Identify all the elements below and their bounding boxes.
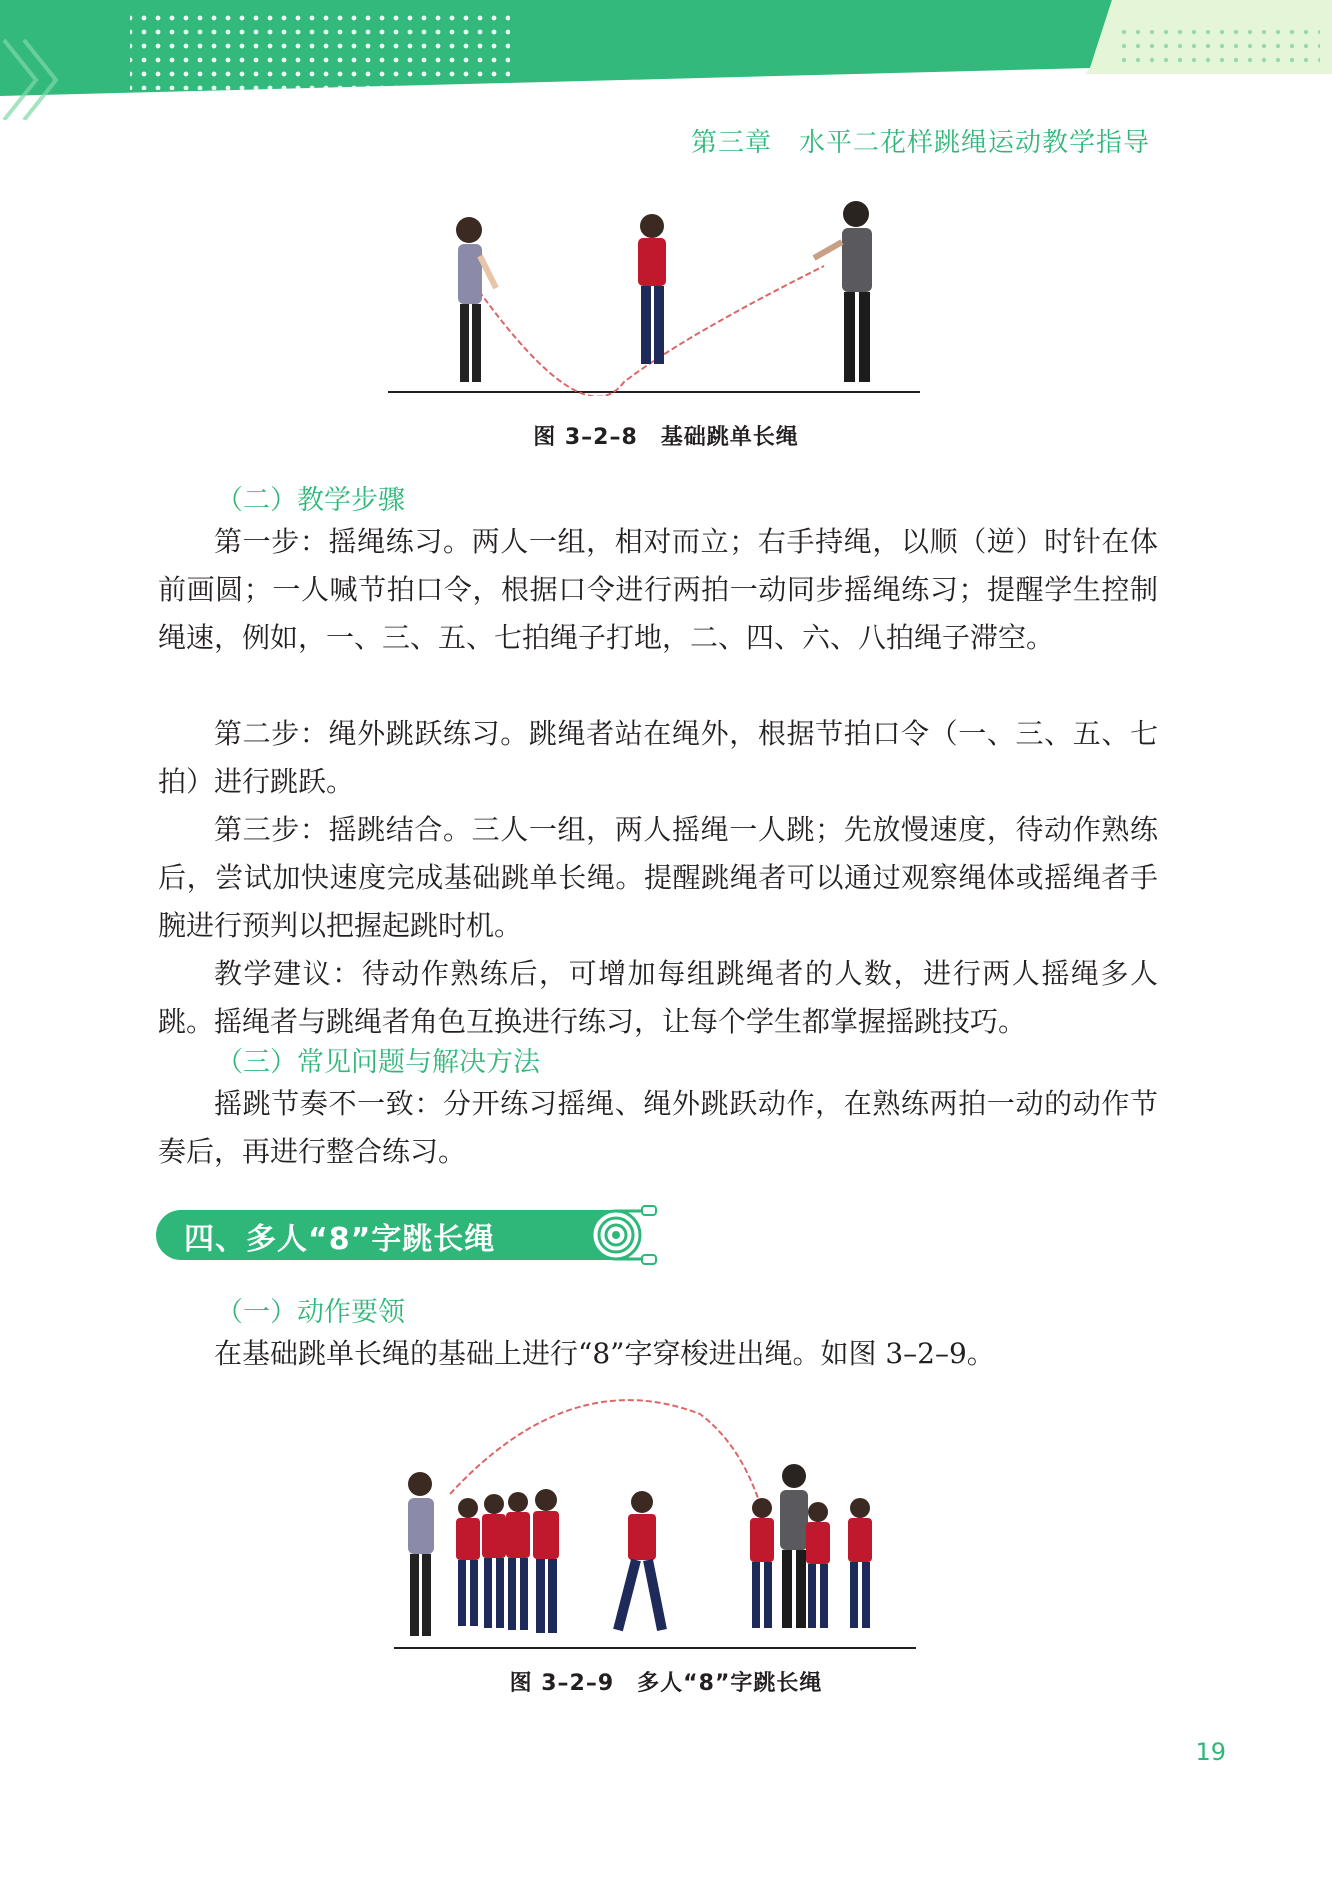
jump-rope-icon [586, 1204, 666, 1266]
rope-turner-right-group [750, 1464, 872, 1628]
rope-turner-left [408, 1472, 434, 1636]
page-number: 19 [1195, 1738, 1226, 1766]
section4-title: 四、多人“8”字跳长绳 [184, 1222, 496, 1257]
header-banner [0, 0, 1332, 120]
section3-paragraph-1: 摇跳节奏不一致：分开练习摇绳、绳外跳跃动作，在熟练两拍一动的动作节奏后，再进行整合练习。 [158, 1087, 1158, 1168]
jumper-child [638, 214, 666, 364]
chapter-title: 第三章 水平二花样跳绳运动教学指导 [690, 128, 1150, 158]
rope-turner-left [456, 217, 496, 382]
section2-paragraph-4: 教学建议：待动作熟练后，可增加每组跳绳者的人数，进行两人摇绳多人跳。摇绳者与跳绳者角色互换进行练习，让每个学生都掌握摇跳技巧。 [158, 957, 1158, 1038]
rope-turner-right [814, 201, 872, 382]
figure-eight-rope-photo [390, 1384, 920, 1654]
figure1-caption: 图 3–2–8 基础跳单长绳 [533, 425, 799, 450]
section4-sub-heading: （一）动作要领 [216, 1297, 405, 1328]
figure-basic-long-rope-photo [384, 196, 924, 396]
section4-title-bar [156, 1204, 666, 1266]
section2-heading: （二）教学步骤 [216, 485, 405, 516]
section2-paragraph-3: 第三步：摇跳结合。三人一组，两人摇绳一人跳；先放慢速度，待动作熟练后，尝试加快速度完成基础跳单长绳。提醒跳绳者可以通过观察绳体或摇绳者手腕进行预判以把握起跳时机。 [158, 813, 1158, 942]
jumper-child [618, 1491, 662, 1630]
children-queue [456, 1489, 559, 1633]
figure2-caption: 图 3–2–9 多人“8”字跳长绳 [509, 1671, 823, 1696]
section4-paragraph: 在基础跳单长绳的基础上进行“8”字穿梭进出绳。如图 3–2–9。 [214, 1337, 995, 1370]
section3-heading: （三）常见问题与解决方法 [216, 1047, 540, 1078]
section2-paragraph-1: 第一步：摇绳练习。两人一组，相对而立；右手持绳，以顺（逆）时针在体前画圆；一人喊节拍口令，根据口令进行两拍一动同步摇绳练习；提醒学生控制绳速，例如，一、三、五、七拍绳子打地，二、四、六、八拍绳子滞空。 [158, 525, 1158, 654]
section2-paragraph-2: 第二步：绳外跳跃练习。跳绳者站在绳外，根据节拍口令（一、三、五、七拍）进行跳跃。 [158, 717, 1158, 798]
